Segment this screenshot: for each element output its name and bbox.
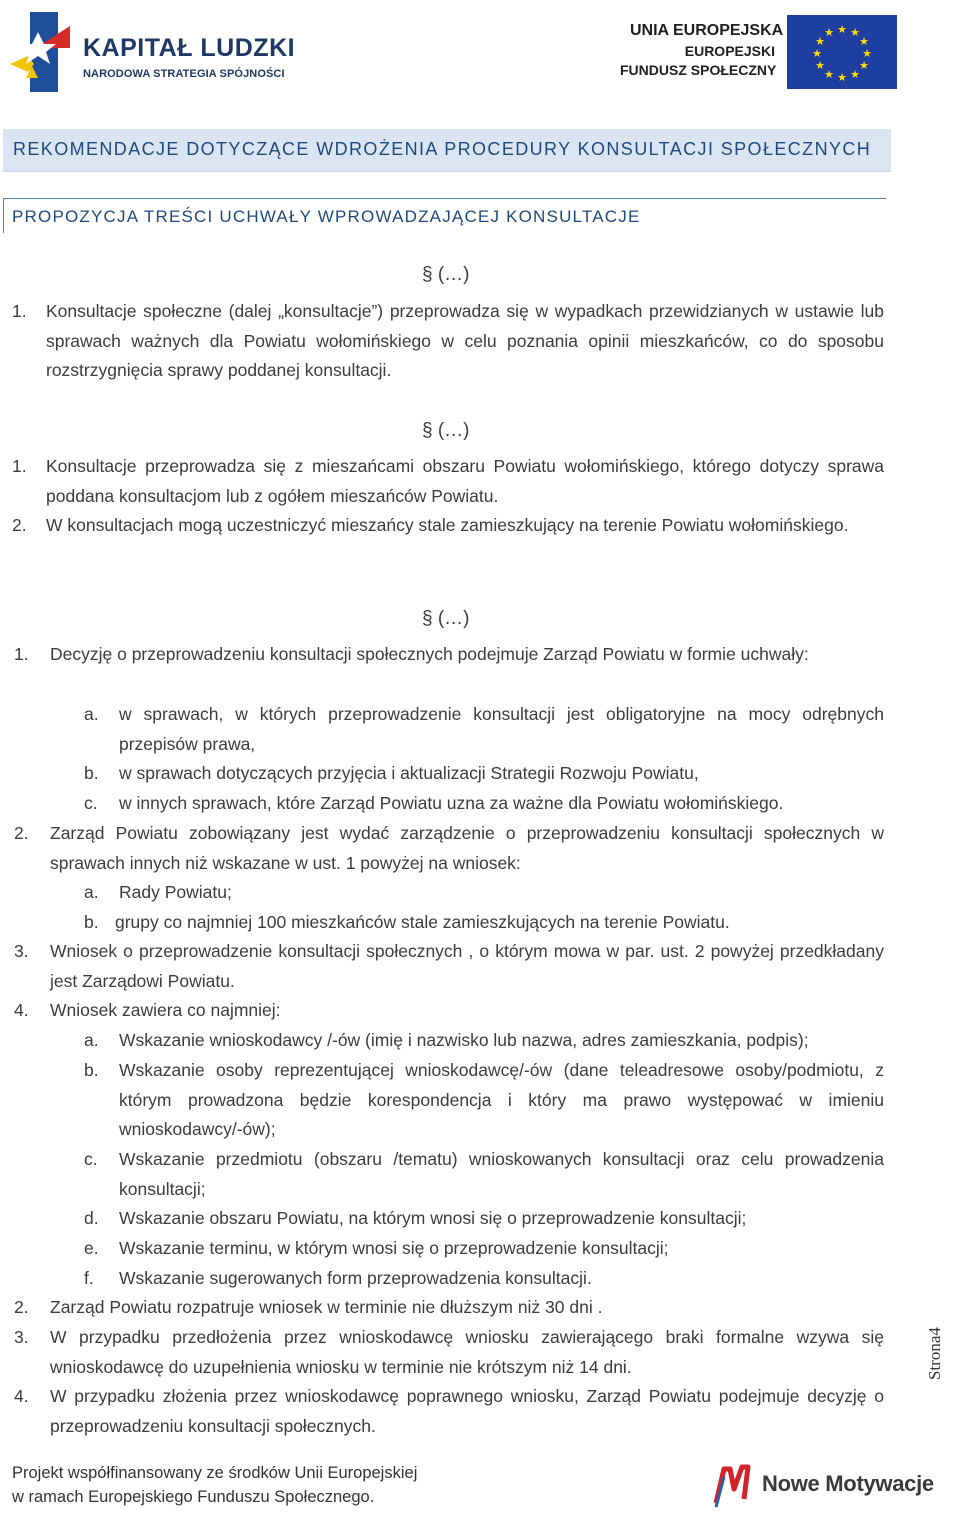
list-item-letter: a. (84, 1030, 99, 1050)
page-number-text: Strona4 (925, 1327, 944, 1380)
list-item-text: grupy co najmniej 100 mieszkańców stale zamieszkujących na terenie Powiatu. (115, 912, 730, 932)
list-item-text: w innych sprawach, które Zarząd Powiatu uzna za ważne dla Powiatu wołomińskiego. (119, 793, 784, 813)
list-item-text: W konsultacjach mogą uczestniczyć mieszańcy stale zamieszkujący na terenie Powiatu wołomińskiego. (46, 515, 849, 535)
list-item-text: w sprawach, w których przeprowadzenie konsultacji jest obligatoryjne na mocy odrębnych przepisów prawa, (119, 704, 884, 754)
list-item-text: w sprawach dotyczących przyjęcia i aktualizacji Strategii Rozwoju Powiatu, (119, 763, 699, 783)
nowe-motywacje-logo (710, 1459, 934, 1511)
sub-list-item (84, 908, 884, 938)
list-item-number: 1. (14, 644, 29, 664)
sub-list-item (84, 759, 884, 789)
footer-line-1: Projekt współfinansowany ze środków Unii Europejskiej (12, 1464, 418, 1482)
svg-text:★: ★ (815, 35, 825, 48)
eu-logo-line2: EUROPEJSKI (684, 43, 775, 59)
document-heading (3, 129, 891, 171)
list-item-text: Wskazanie wnioskodawcy /-ów (imię i nazwisko lub nazwa, adres zamieszkania, podpis); (119, 1030, 809, 1050)
sub-list-item (84, 1145, 884, 1205)
list-item-number: 4. (14, 1000, 29, 1020)
list-item-number: 4. (14, 1386, 29, 1406)
list-item-letter: d. (84, 1208, 99, 1228)
list-item-number: 1. (12, 301, 27, 321)
list-item-text: Wskazanie sugerowanych form przeprowadzenia konsultacji. (119, 1268, 592, 1288)
list-item-number: 2. (14, 1297, 29, 1317)
document-heading-text: REKOMENDACJE DOTYCZĄCE WDROŻENIA PROCEDURY KONSULTACJI SPOŁECZNYCH (13, 139, 872, 159)
eu-logo-line1: UNIA EUROPEJSKA (630, 22, 784, 39)
eu-logo-line3: FUNDUSZ SPOŁECZNY (620, 62, 777, 78)
list-item-text: Wskazanie osoby reprezentującej wnioskodawcę/-ów (dane teleadresowe osoby/podmiotu, z którym prowadzona będzie korespondencja i który ma prawo występować w imieniu wnioskodawcy/-ów); (119, 1060, 884, 1140)
svg-text:★: ★ (812, 47, 822, 60)
list-item-number: 2. (14, 823, 29, 843)
list-item (14, 996, 884, 1026)
list-item-letter: b. (84, 1060, 99, 1080)
section-marker-3: § (…) (422, 608, 470, 629)
kapital-ludzki-emblem-icon (8, 8, 80, 96)
list-item-text: Wniosek zawiera co najmniej: (50, 1000, 281, 1020)
svg-text:★: ★ (862, 47, 872, 60)
list-item-letter: c. (84, 793, 98, 813)
list-item (14, 1382, 884, 1442)
sub-list-item (84, 1026, 884, 1056)
svg-text:★: ★ (815, 59, 825, 72)
list-item-number: 2. (12, 515, 27, 535)
list-item (14, 937, 884, 997)
svg-text:★: ★ (837, 23, 847, 36)
footer-line-2: w ramach Europejskiego Funduszu Społecznego. (12, 1488, 375, 1506)
eu-flag-icon (787, 15, 897, 89)
sub-list-item (84, 1056, 884, 1146)
list-item-text: W przypadku przedłożenia przez wnioskodawcę wniosku zawierającego braki formalne wzywa się wnioskodawcę do uzupełnienia wniosku w terminie nie krótszym niż 14 dni. (50, 1327, 884, 1377)
list-item-text: Wskazanie terminu, w którym wnosi się o przeprowadzenie konsultacji; (119, 1238, 669, 1258)
kapital-ludzki-logo (8, 8, 296, 96)
list-item (12, 297, 884, 392)
list-item-text: Zarząd Powiatu rozpatruje wniosek w terminie nie dłuższym niż 30 dni . (50, 1297, 603, 1317)
list-item-text: Rady Powiatu; (119, 882, 232, 902)
list-item (14, 1293, 884, 1323)
svg-text:★: ★ (837, 71, 847, 84)
list-item-letter: a. (84, 704, 99, 724)
list-item-letter: b. (84, 763, 99, 783)
list-item-letter: a. (84, 882, 99, 902)
sub-list-item (84, 789, 884, 819)
list-item-text: Decyzję o przeprowadzeniu konsultacji społecznych podejmuje Zarząd Powiatu w formie uchwały: (50, 644, 809, 664)
list-item-text: Wniosek o przeprowadzenie konsultacji społecznych , o którym mowa w par. ust. 2 powyżej przedkładany jest Zarządowi Powiatu. (50, 941, 884, 991)
nowe-motywacje-text: Nowe Motywacje (762, 1471, 934, 1496)
list-item-text: Wskazanie obszaru Powiatu, na którym wnosi się o przeprowadzenie konsultacji; (119, 1208, 747, 1228)
sub-list-item (84, 1234, 884, 1264)
list-item-text: W przypadku złożenia przez wnioskodawcę poprawnego wniosku, Zarząd Powiatu podejmuje decyzję o przeprowadzeniu konsultacji społecznych. (50, 1386, 884, 1436)
list-item-text: Wskazanie przedmiotu (obszaru /tematu) wnioskowanych konsultacji oraz celu prowadzenia konsultacji; (119, 1149, 884, 1199)
svg-text:★: ★ (850, 26, 860, 39)
list-item-number: 3. (14, 941, 29, 961)
list-item-text: Zarząd Powiatu zobowiązany jest wydać zarządzenie o przeprowadzeniu konsultacji społecznych w sprawach innych niż wskazane w ust. 1 powyżej na wniosek: (50, 823, 884, 873)
list-item (14, 640, 884, 700)
sub-list-item (84, 1204, 884, 1234)
list-item-letter: f. (84, 1268, 94, 1288)
list-item-letter: b. (84, 912, 99, 932)
list-item (12, 511, 884, 571)
list-item (12, 452, 884, 512)
document-subheading (3, 198, 886, 233)
list-item (14, 819, 884, 879)
kapital-ludzki-subtitle: NARODOWA STRATEGIA SPÓJNOŚCI (83, 68, 285, 80)
sub-list-item (84, 1264, 884, 1294)
list-item-number: 3. (14, 1327, 29, 1347)
svg-text:★: ★ (824, 26, 834, 39)
list-item-text: Konsultacje przeprowadza się z mieszańcami obszaru Powiatu wołomińskiego, którego dotyczy sprawa poddana konsultacjom lub z ogółem mieszańców Powiatu. (46, 456, 884, 506)
page-number (925, 1320, 945, 1380)
list-item-text: Konsultacje społeczne (dalej „konsultacje”) przeprowadza się w wypadkach przewidzianych w ustawie lub sprawach ważnych dla Powiatu wołomińskiego w celu poznania opinii mieszkańców, co do sposobu rozstrzygnięcia sprawy poddanej konsultacji. (46, 301, 884, 381)
svg-text:★: ★ (859, 59, 869, 72)
list-item-number: 1. (12, 456, 27, 476)
list-item-letter: e. (84, 1238, 99, 1258)
kapital-ludzki-title: KAPITAŁ LUDZKI (83, 34, 296, 62)
svg-text:★: ★ (859, 35, 869, 48)
list-item-letter: c. (84, 1149, 98, 1169)
svg-text:★: ★ (850, 68, 860, 81)
sub-list-item (84, 700, 884, 760)
nowe-motywacje-emblem-icon (710, 1459, 760, 1511)
svg-text:★: ★ (824, 68, 834, 81)
eu-logo (620, 14, 900, 92)
footer-text (12, 1461, 417, 1509)
document-subheading-text: PROPOZYCJA TREŚCI UCHWAŁY WPROWADZAJĄCEJ KONSULTACJE (12, 207, 641, 226)
sub-list-item (84, 878, 884, 908)
section-marker-2: § (…) (422, 420, 470, 441)
list-item (14, 1323, 884, 1383)
section-marker-1: § (…) (422, 264, 470, 285)
